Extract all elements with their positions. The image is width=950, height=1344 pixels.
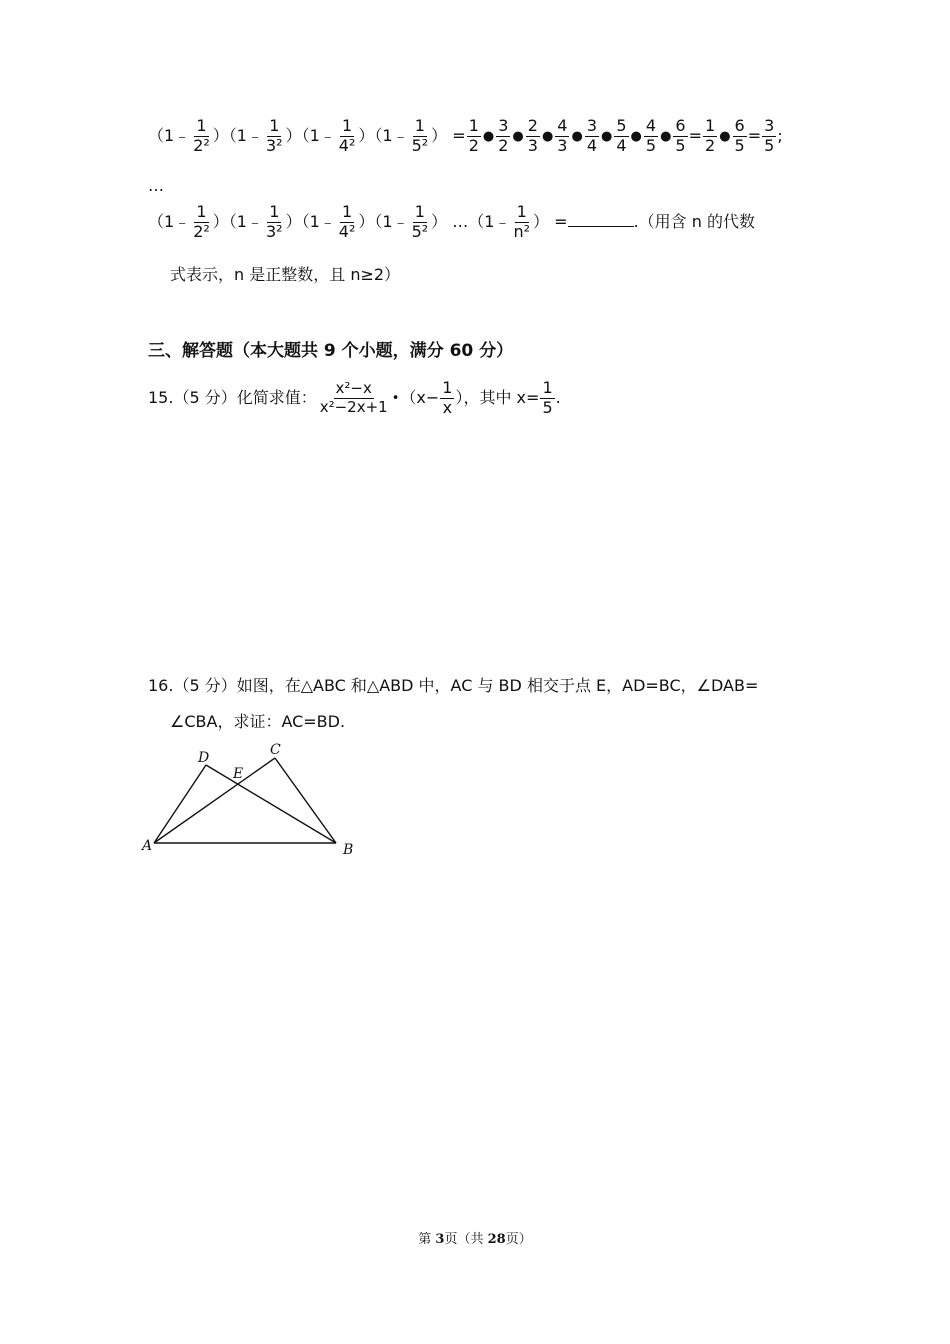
product-expansion-line: （1﹣ $\frac{1}{\text{2²}}$ ）（1﹣ $\frac{1}{\text{3²}}$ ）（1﹣ $\frac{1}{\text{4²}}$ ）（1﹣ $\frac{1}{\text{5²}}$ ） = $\frac{1}{2}$ ● $\frac{3}{2}$ ● $\frac{2}{3}$ ● $\frac{4}{3}$ ● $\frac{3}{4}$ ● $\frac{5}{4}$ ● $\frac{4}{5}$ ● $\frac{6}{5}$ = $\frac{1}{2}$ ● $\frac{6}{5}$ = $\frac{3}{5}$ ; [148, 116, 783, 155]
fraction: $\frac{1}{\text{n²}}$ [513, 202, 531, 241]
page-number: 3 [435, 1232, 445, 1247]
fraction: $\frac{1}{2}$ [468, 116, 479, 155]
fraction: $\frac{6}{5}$ [734, 116, 745, 155]
answer-blank[interactable] [568, 210, 634, 227]
question-16-line2: ∠CBA，求证：AC=BD. [170, 712, 346, 731]
point-label-a: A [142, 838, 153, 854]
fraction: $\frac{1}{5}$ [542, 378, 553, 417]
point-label-c: C [270, 742, 281, 758]
fraction: $\frac{3}{2}$ [498, 116, 509, 155]
total-pages: 28 [487, 1232, 506, 1247]
general-product-line: （1﹣ $\frac{1}{\text{2²}}$ ）（1﹣ $\frac{1}{\text{3²}}$ ）（1﹣ $\frac{1}{\text{4²}}$ ）（1﹣ $\frac{1}{\text{5²}}$ ） …（1﹣ $\frac{1}{\text{n²}}$ ） = .（用含 n 的代数 [148, 202, 755, 241]
point-label-e: E [233, 766, 244, 782]
question-continuation: 式表示，n 是正整数，且 n≥2） [170, 265, 401, 284]
fraction: $\frac{5}{4}$ [616, 116, 627, 155]
fraction: $\frac{\text{x²−x}}{\text{x²−2x+1}}$ [319, 379, 388, 416]
fraction: $\frac{1}{\text{5²}}$ [411, 202, 429, 241]
fraction: $\frac{1}{\text{3²}}$ [265, 116, 283, 155]
section-heading: 三、解答题（本大题共 9 个小题，满分 60 分） [148, 341, 514, 361]
segment-db [206, 765, 336, 843]
fraction: $\frac{6}{5}$ [675, 116, 686, 155]
point-label-d: D [198, 750, 210, 766]
fraction: $\frac{3}{4}$ [586, 116, 597, 155]
fraction: $\frac{1}{\text{2²}}$ [193, 116, 210, 155]
fraction: $\frac{1}{\text{4²}}$ [338, 116, 356, 155]
page-footer: 第 3页（共 28页） [418, 1232, 532, 1247]
point-label-b: B [343, 842, 354, 858]
triangle-figure [138, 738, 368, 863]
segment-cb [275, 758, 336, 843]
fraction: $\frac{1}{\text{2²}}$ [193, 202, 210, 241]
fraction: $\frac{1}{x}$ [442, 378, 453, 417]
ellipsis-line: … [148, 176, 164, 195]
segment-ad [154, 765, 206, 843]
fraction: $\frac{1}{\text{4²}}$ [338, 202, 356, 241]
fraction: $\frac{4}{3}$ [557, 116, 568, 155]
fraction: $\frac{1}{2}$ [705, 116, 716, 155]
fraction: $\frac{2}{3}$ [527, 116, 538, 155]
fraction: $\frac{3}{5}$ [764, 116, 775, 155]
question-15: 15.（5 分）化简求值： $\frac{\text{x²−x}}{\text{x²−2x+1}}$ •（x− $\frac{1}{x}$ ），其中 x= $\frac{1}{5}$ . [148, 378, 561, 417]
fraction: $\frac{4}{5}$ [645, 116, 657, 155]
fraction: $\frac{1}{\text{5²}}$ [411, 116, 429, 155]
fraction: $\frac{1}{\text{3²}}$ [265, 202, 283, 241]
question-16-line1: 16.（5 分）如图，在△ABC 和△ABD 中，AC 与 BD 相交于点 E，AD=BC，∠DAB= [148, 676, 759, 695]
